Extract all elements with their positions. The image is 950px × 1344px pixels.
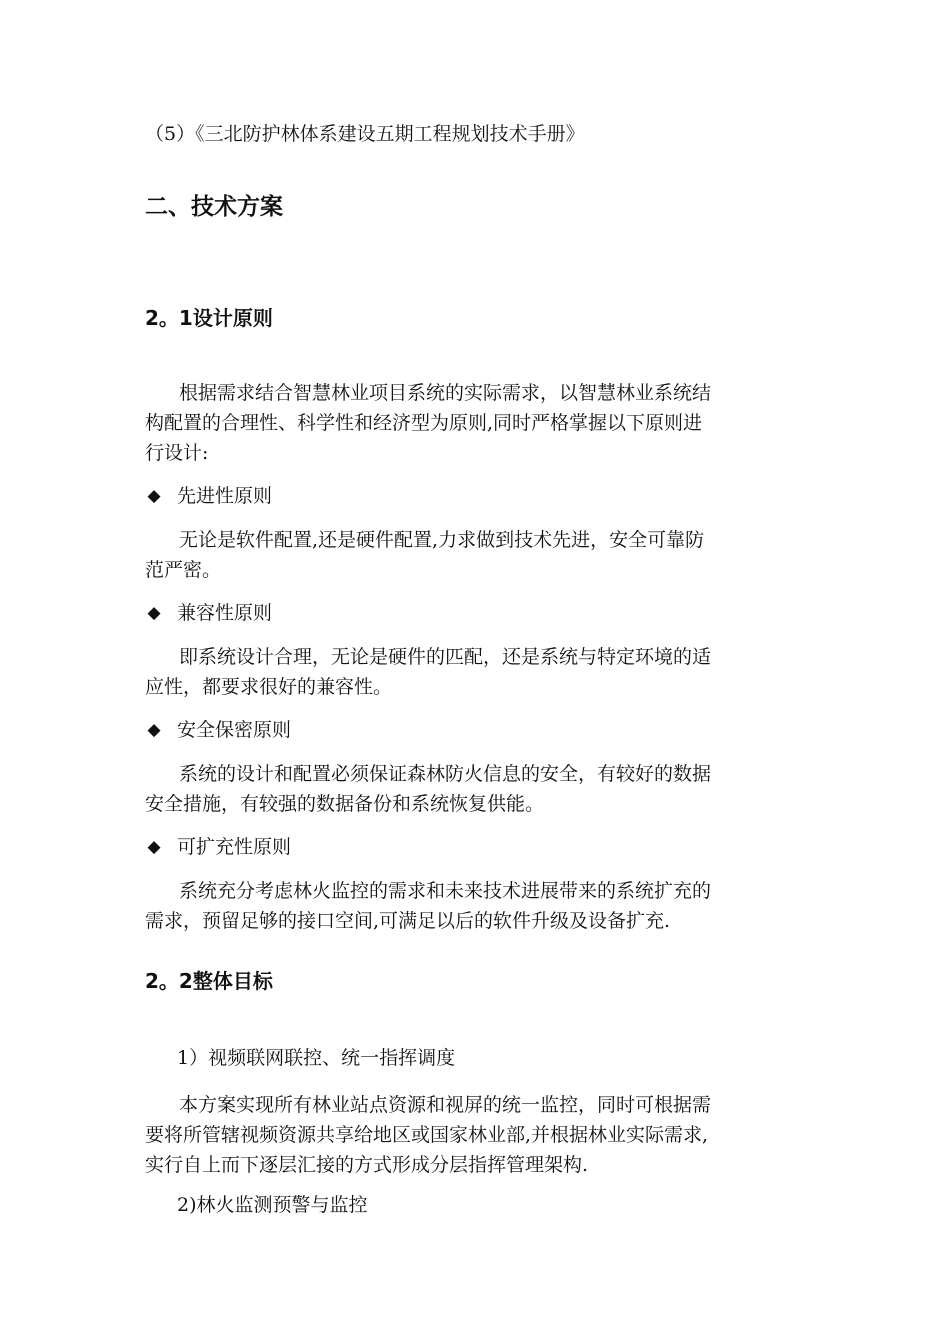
security-line-1: 系统的设计和配置必须保证森林防火信息的安全，有较好的数据 bbox=[179, 763, 712, 785]
goal-1-paragraph bbox=[145, 1090, 815, 1180]
reference-item: （5）《三北防护林体系建设五期工程规划技术手册》 bbox=[145, 123, 585, 145]
intro-line-1: 根据需求结合智慧林业项目系统的实际需求，以智慧林业系统结 bbox=[179, 382, 712, 404]
scalability-line-1: 系统充分考虑林火监控的需求和未来技术进展带来的系统扩充的 bbox=[179, 880, 712, 902]
security-paragraph bbox=[145, 759, 815, 819]
intro-line-3: 行设计: bbox=[145, 442, 209, 464]
bullet-scalability-label: 可扩充性原则 bbox=[177, 836, 292, 858]
diamond-bullet-icon: ◆ bbox=[147, 603, 161, 623]
heading-design-principles: 2。1设计原则 bbox=[145, 306, 273, 330]
bullet-scalability bbox=[145, 832, 815, 862]
goal-1-line-2: 要将所管辖视频资源共享给地区或国家林业部,并根据林业实际需求, bbox=[145, 1124, 709, 1146]
scalability-paragraph bbox=[145, 876, 815, 936]
bullet-compatibility bbox=[145, 598, 815, 628]
bullet-advanced bbox=[145, 481, 815, 511]
security-line-2: 安全措施，有较强的数据备份和系统恢复供能。 bbox=[145, 793, 545, 815]
goal-2-title: 2)林火监测预警与监控 bbox=[177, 1194, 368, 1216]
diamond-bullet-icon: ◆ bbox=[147, 486, 161, 506]
advanced-line-1: 无论是软件配置,还是硬件配置,力求做到技术先进，安全可靠防 bbox=[179, 529, 705, 551]
bullet-compatibility-label: 兼容性原则 bbox=[177, 602, 273, 624]
advanced-line-2: 范严密。 bbox=[145, 559, 222, 581]
bullet-security bbox=[145, 715, 815, 745]
diamond-bullet-icon: ◆ bbox=[147, 837, 161, 857]
heading-overall-goals: 2。2整体目标 bbox=[145, 969, 273, 993]
compatibility-line-1: 即系统设计合理，无论是硬件的匹配，还是系统与特定环境的适 bbox=[179, 646, 712, 668]
diamond-bullet-icon: ◆ bbox=[147, 720, 161, 740]
advanced-paragraph bbox=[145, 525, 815, 585]
compatibility-line-2: 应性，都要求很好的兼容性。 bbox=[145, 676, 393, 698]
intro-paragraph bbox=[145, 378, 815, 468]
goal-1-line-3: 实行自上而下逐层汇接的方式形成分层指挥管理架构. bbox=[145, 1154, 589, 1176]
scalability-line-2: 需求，预留足够的接口空间,可满足以后的软件升级及设备扩充. bbox=[145, 910, 671, 932]
bullet-security-label: 安全保密原则 bbox=[177, 719, 292, 741]
section-title: 二、技术方案 bbox=[145, 194, 283, 220]
compatibility-paragraph bbox=[145, 642, 815, 702]
bullet-advanced-label: 先进性原则 bbox=[177, 485, 273, 507]
goal-1-title: 1）视频联网联控、统一指挥调度 bbox=[177, 1047, 456, 1069]
goal-1-line-1: 本方案实现所有林业站点资源和视屏的统一监控，同时可根据需 bbox=[179, 1094, 712, 1116]
intro-line-2: 构配置的合理性、科学性和经济型为原则,同时严格掌握以下原则进 bbox=[145, 412, 703, 434]
